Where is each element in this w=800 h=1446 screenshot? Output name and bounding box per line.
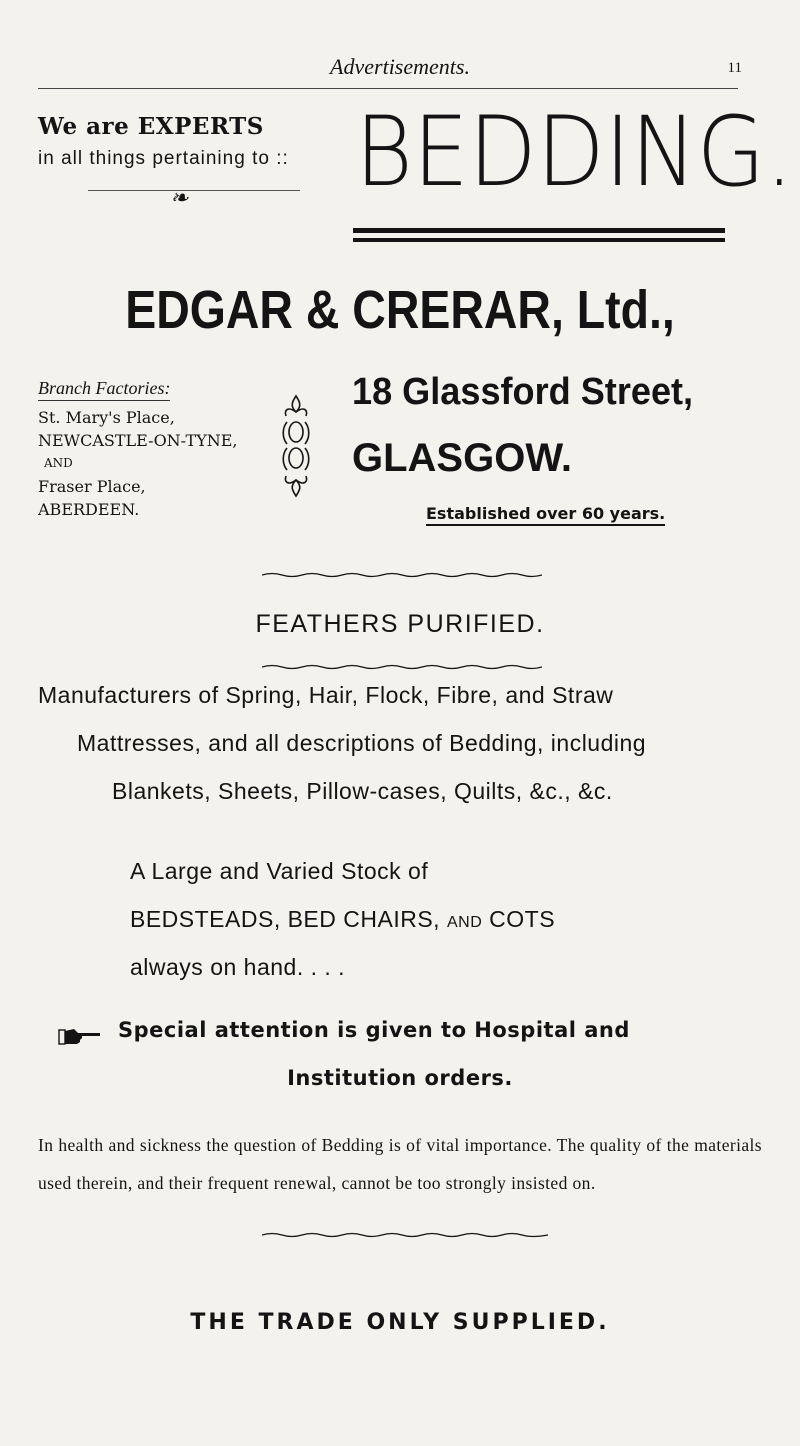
page-number: 11 xyxy=(727,60,742,76)
address-city: GLASGOW. xyxy=(352,436,572,480)
bedding-headline: BEDDING. xyxy=(355,96,794,208)
experts-rule xyxy=(88,190,300,191)
branch-factories-label: Branch Factories: xyxy=(38,378,170,401)
fleur-de-lis-icon xyxy=(278,392,314,500)
stock-items: BEDSTEADS, BED CHAIRS, xyxy=(130,906,441,932)
flourish-icon: ❧ xyxy=(170,186,189,211)
address-street: 18 Glassford Street, xyxy=(352,371,694,413)
bedding-rule-top xyxy=(353,228,725,233)
feathers-purified-heading: FEATHERS PURIFIED. xyxy=(255,610,545,638)
branch-line: St. Mary's Place, xyxy=(38,408,175,427)
company-name: EDGAR & CRERAR, Ltd., xyxy=(125,280,675,340)
trade-only-footer: THE TRADE ONLY SUPPLIED. xyxy=(190,1310,610,1335)
stock-line: always on hand. . . . xyxy=(130,954,346,980)
wavy-divider xyxy=(262,1232,548,1238)
health-paragraph: In health and sickness the question of Bedding is of vital importance. The quality of the materials used therein, and their frequent renewal, cannot be too strongly insisted on. xyxy=(38,1135,762,1193)
manufacturers-line: Blankets, Sheets, Pillow-cases, Quilts, &c., &c. xyxy=(112,778,613,804)
branch-line: NEWCASTLE-ON-TYNE, xyxy=(38,431,238,450)
bedding-rule-bottom xyxy=(353,238,725,242)
header-rule xyxy=(38,88,738,89)
branch-line: ABERDEEN. xyxy=(38,500,140,519)
manufacturers-line: Mattresses, and all descriptions of Bedding, including xyxy=(77,730,647,756)
experts-tagline: We are EXPERTS xyxy=(38,113,264,140)
established-note: Established over 60 years. xyxy=(426,504,665,526)
branch-factories-list xyxy=(38,406,238,521)
stock-line: A Large and Varied Stock of xyxy=(130,858,429,884)
branch-line: Fraser Place, xyxy=(38,477,146,496)
stock-and: AND xyxy=(446,914,483,931)
stock-line xyxy=(130,906,555,933)
stock-cots: COTS xyxy=(489,906,556,932)
manufacturers-line: Manufacturers of Spring, Hair, Flock, Fibre, and Straw xyxy=(38,682,614,708)
wavy-divider xyxy=(262,664,542,670)
special-attention-line: Special attention is given to Hospital and xyxy=(118,1018,630,1042)
pointing-hand-icon xyxy=(58,1024,102,1048)
experts-subline: in all things pertaining to :: xyxy=(38,148,289,169)
running-head-title: Advertisements. xyxy=(330,54,470,79)
branch-line: AND xyxy=(44,456,73,470)
special-attention-line: Institution orders. xyxy=(287,1066,513,1090)
wavy-divider xyxy=(262,572,542,578)
